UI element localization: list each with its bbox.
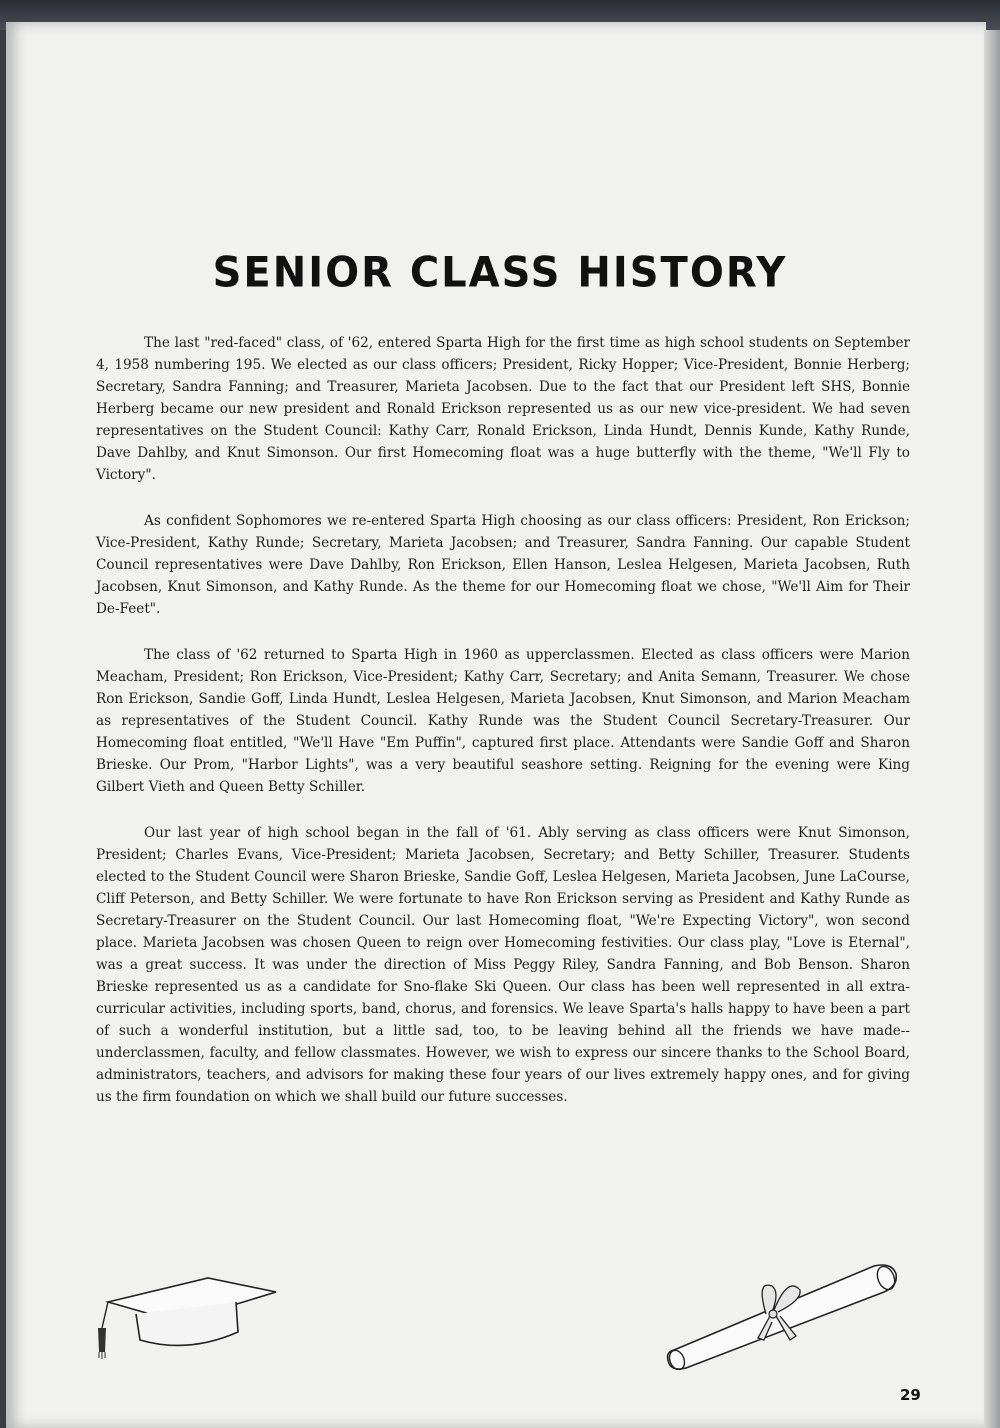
paragraph-senior: Our last year of high school began in the fall of '61. Ably serving as class officers were Knut Simonson, President; Charles Evans, Vice-President; Marieta Jacobsen, Secretary; and Betty Schiller, Treasurer. Students elected to the Student Council were Sharon Brieske, Sandie Goff, Leslea Helgesen, Marieta Jacobsen, June LaCourse, Cliff Peterson, and Betty Schiller. We were fortunate to have Ron Erickson serving as President and Kathy Runde as Secretary-Treasurer on the Student Council. Our last Homecoming float, "We're Expecting Victory", won second place. Marieta Jacobsen was chosen Queen to reign over Homecoming festivities. Our class play, "Love is Eternal", was a great success. It was under the direction of Miss Peggy Riley, Sandra Fanning, and Bob Benson. Sharon Brieske represented us as a candidate for Sno-flake Ski Queen. Our class has been well represented in all extra-curricular activities, including sports, band, chorus, and forensics. We leave Sparta's halls happy to have been a part of such a wonderful institution, but a little sad, too, to be leaving behind all the friends we have made--underclassmen, faculty, and fellow classmates. However, we wish to express our sincere thanks to the School Board, administrators, teachers, and advisors for making these four years of our lives extremely happy ones, and for giving us the firm foundation on which we shall build our future successes.: [96, 825, 910, 1105]
scan-right-edge: [984, 30, 1000, 1428]
history-text: [96, 332, 910, 1132]
paragraph-junior: The class of '62 returned to Sparta High in 1960 as upperclassmen. Elected as class officers were Marion Meacham, President; Ron Erickson, Vice-President; Kathy Carr, Secretary; and Anita Semann, Treasurer. We chose Ron Erickson, Sandie Goff, Linda Hundt, Leslea Helgesen, Marieta Jacobsen, Knut Simonson, and Marion Meacham as representatives of the Student Council. Kathy Runde was the Student Council Secretary-Treasurer. Our Homecoming float entitled, "We'll Have "Em Puffin", captured first place. Attendants were Sandie Goff and Sharon Brieske. Our Prom, "Harbor Lights", was a very beautiful seashore setting. Reigning for the evening were King Gilbert Vieth and Queen Betty Schiller.: [96, 647, 910, 795]
page-number: 29: [900, 1386, 921, 1404]
page-title: SENIOR CLASS HISTORY: [212, 248, 788, 298]
paragraph-sophomore: As confident Sophomores we re-entered Sparta High choosing as our class officers: President, Ron Erickson; Vice-President, Kathy Runde; Secretary, Marieta Jacobsen; and Treasurer, Sandra Fanning. Our capable Student Council representatives were Dave Dahlby, Ron Erickson, Ellen Hanson, Leslea Helgesen, Marieta Jacobsen, Ruth Jacobsen, Knut Simonson, and Kathy Runde. As the theme for our Homecoming float we chose, "We'll Aim for Their De-Feet".: [96, 513, 910, 617]
graduation-cap-icon: [88, 1270, 278, 1360]
paragraph-freshman: The last "red-faced" class, of '62, entered Sparta High for the first time as high school students on September 4, 1958 numbering 195. We elected as our class officers; President, Ricky Hopper; Vice-President, Bonnie Herberg; Secretary, Sandra Fanning; and Treasurer, Marieta Jacobsen. Due to the fact that our President left SHS, Bonnie Herberg became our new president and Ronald Erickson represented us as our new vice-president. We had seven representatives on the Student Council: Kathy Carr, Ronald Erickson, Linda Hundt, Dennis Kunde, Kathy Runde, Dave Dahlby, and Knut Simonson. Our first Homecoming float was a huge butterfly with the theme, "We'll Fly to Victory".: [96, 335, 910, 483]
diploma-scroll-icon: [660, 1240, 910, 1370]
